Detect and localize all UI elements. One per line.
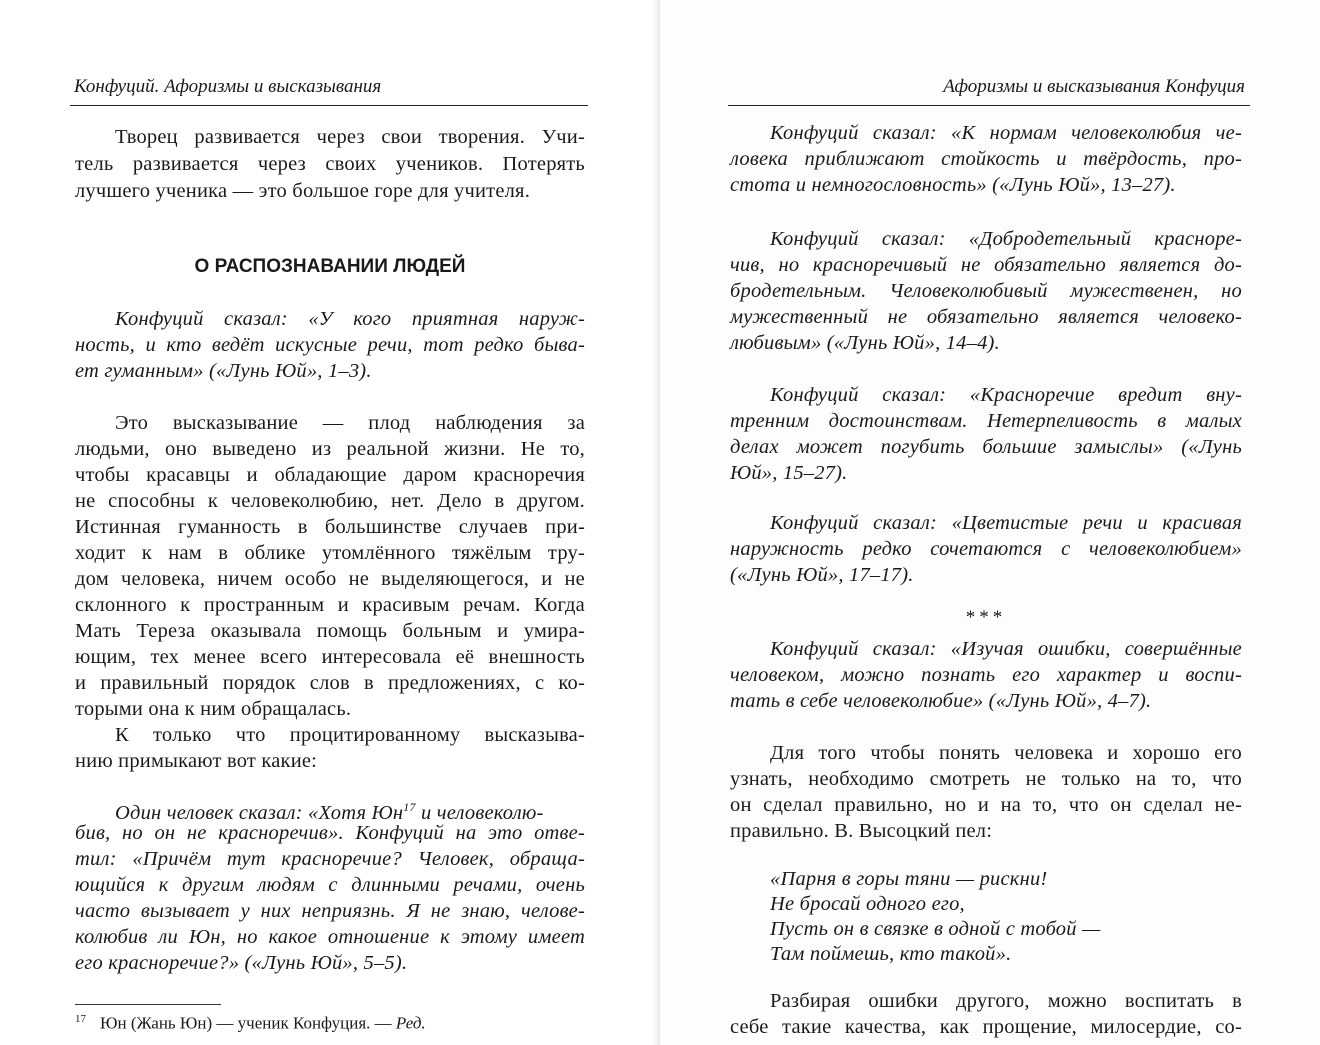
quote-line: Конфуций сказал: «К нормам человеколюбия че-: [770, 122, 1242, 144]
quote-line: делах может погубить большие замыслы» («Лунь: [730, 436, 1242, 458]
text-line: и правильный порядок слов в предложениях, с ко-: [75, 672, 585, 694]
footnote-ref: 17: [403, 800, 416, 814]
quote-line: тил: «Причём тут красноречие? Человек, обраща-: [75, 848, 585, 870]
header-rule: [70, 105, 588, 106]
footnote: [75, 1013, 426, 1034]
text-line: нию примыкают вот какие:: [75, 750, 318, 772]
quote-line: ловека приближают стойкость и твёрдость, про-: [730, 148, 1242, 170]
text-line: Творец развивается через свои творения. Учи-: [115, 126, 585, 148]
quote-line: стота и немногословность» («Лунь Юй», 13–27).: [730, 174, 1176, 196]
footnote-ed: Ред.: [395, 1013, 426, 1033]
text-line: Это высказывание — плод наблюдения за: [115, 412, 585, 434]
running-head: Конфуций. Афоризмы и высказывания: [74, 76, 382, 97]
text-line: Разбирая ошибки другого, можно воспитать в: [770, 990, 1242, 1012]
quote-line: бив, но он не красноречив». Конфуций на это отве-: [75, 822, 585, 844]
running-head: Афоризмы и высказывания Конфуция: [943, 76, 1245, 97]
quote-line: любивым» («Лунь Юй», 14–4).: [730, 332, 1000, 354]
quote-line: мужественный не обязательно является человеко-: [730, 306, 1242, 328]
text-line: торыми она к ним обращалась.: [75, 698, 352, 720]
quote-line: ющийся к другим людям с длинными речами, очень: [75, 874, 585, 896]
text-line: К только что процитированному высказыва-: [115, 724, 585, 746]
text-line: себе такие качества, как прощение, милосердие, со-: [730, 1016, 1242, 1038]
quote-line: Конфуций сказал: «У кого приятная наруж-: [115, 308, 585, 330]
text-line: людьми, оно выведено из реальной жизни. Не то,: [75, 438, 585, 460]
text-line: не способны к человеколюбию, нет. Дело в другом.: [75, 490, 585, 512]
quote-line: тать в себе человеколюбие» («Лунь Юй», 4–7).: [730, 690, 1152, 712]
text-line: Истинная гуманность в большинстве случаев при-: [75, 516, 585, 538]
poem-line: Пусть он в связке в одной с тобой —: [770, 918, 1101, 940]
section-separator: ***: [965, 607, 1007, 628]
quote-line: Конфуций сказал: «Цветистые речи и красивая: [770, 512, 1242, 534]
text-line: ющим, тех менее всего интересовала её внешность: [75, 646, 585, 668]
quote-line: ет гуманным» («Лунь Юй», 1–3).: [75, 360, 372, 382]
right-page: [660, 0, 1320, 1045]
text-line: правильно. В. Высоцкий пел:: [730, 820, 993, 842]
text-line: тель развивается через своих учеников. Потерять: [75, 153, 585, 175]
text-line: Мать Тереза оказывала помощь больным и умира-: [75, 620, 585, 642]
text-line: Для того чтобы понять человека и хорошо его: [770, 742, 1242, 764]
quote-line: его красноречие?» («Лунь Юй», 5–5).: [75, 952, 408, 974]
poem-line: «Парня в горы тяни — рискни!: [770, 868, 1048, 890]
header-rule: [728, 105, 1250, 106]
footnote-rule: [75, 1004, 221, 1005]
quote-line: часто вызывает у них неприязнь. Я не знаю, челове-: [75, 900, 585, 922]
quote-line: Конфуций сказал: «Красноречие вредит вну-: [770, 384, 1242, 406]
footnote-number: 17: [75, 1013, 86, 1025]
text-line: ходит к нам в облике утомлённого тяжёлым тру-: [75, 542, 585, 564]
quote-line: («Лунь Юй», 17–17).: [730, 564, 914, 586]
quote-line: колюбив ли Юн, но какое отношение к этому имеет: [75, 926, 585, 948]
quote-line: Юй», 15–27).: [730, 462, 848, 484]
quote-line-end: и человеколю-: [421, 801, 544, 824]
quote-line-start: Один человек сказал: «Хотя Юн: [115, 801, 404, 824]
text-line: он сделал правильно, но и на то, что он сделал не-: [730, 794, 1242, 816]
quote-line: человеком, можно познать его характер и воспи-: [730, 664, 1242, 686]
text-line: лучшего ученика — это большое горе для учителя.: [75, 180, 531, 202]
quote-line: Конфуций сказал: «Добродетельный красноре-: [770, 228, 1242, 250]
quote-line: ность, и кто ведёт искусные речи, тот редко быва-: [75, 334, 585, 356]
text-line: дом человека, ничем особо не выделяющегося, и не: [75, 568, 585, 590]
text-line: чтобы красавцы и обладающие даром красноречия: [75, 464, 585, 486]
quote-line: Конфуций сказал: «Изучая ошибки, совершённые: [770, 638, 1242, 660]
section-heading: О РАСПОЗНАВАНИИ ЛЮДЕЙ: [194, 256, 466, 277]
quote-line: чив, но красноречивый не обязательно является до-: [730, 254, 1242, 276]
text-line: узнать, необходимо смотреть не только на то, что: [730, 768, 1242, 790]
footnote-text: Юн (Жань Юн) — ученик Конфуция. —: [100, 1013, 396, 1033]
quote-line: тренним достоинствам. Нетерпеливость в малых: [730, 410, 1242, 432]
quote-line: бродетельным. Человеколюбивый мужественен, но: [730, 280, 1242, 302]
poem-line: Не бросай одного его,: [770, 893, 965, 915]
text-line: склонного к пространным и красивым речам. Когда: [75, 594, 585, 616]
quote-line: наружность редко сочетаются с человеколюбием»: [730, 538, 1242, 560]
poem-line: Там поймешь, кто такой».: [770, 943, 1012, 965]
